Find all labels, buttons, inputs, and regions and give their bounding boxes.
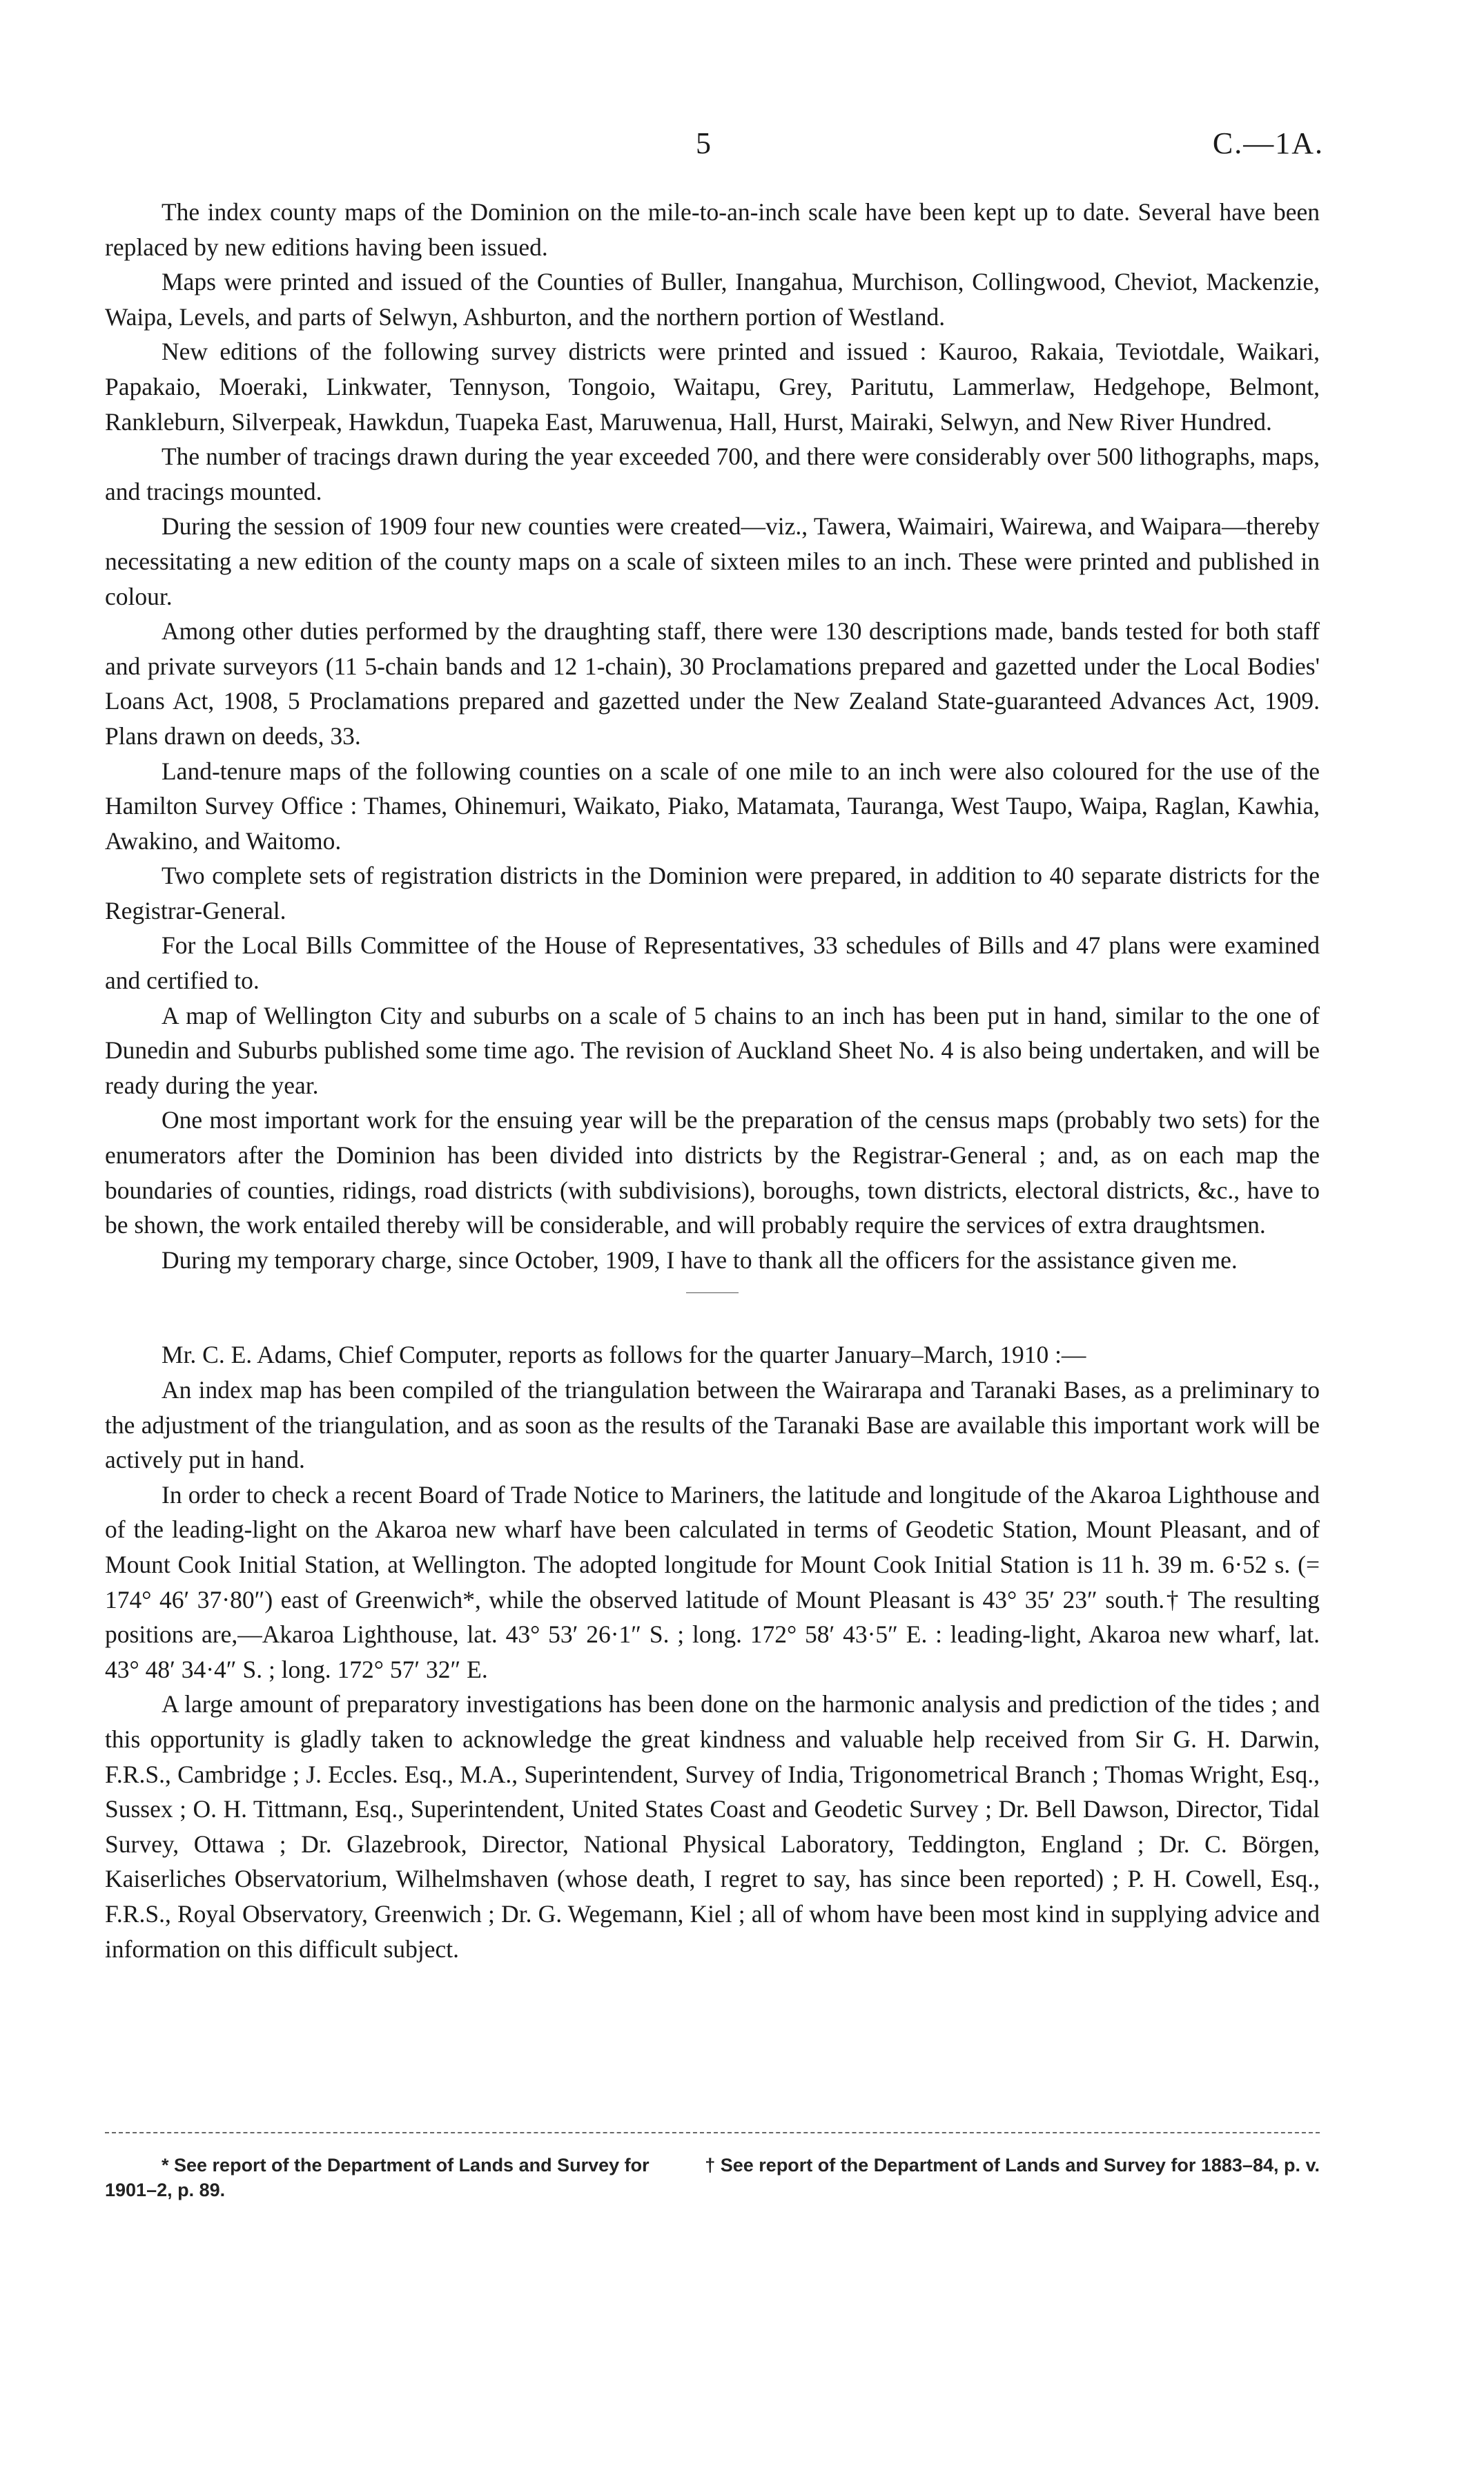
document-reference: C.—1A. <box>1212 126 1324 160</box>
report-body <box>105 195 1320 1966</box>
footnotes <box>105 2153 1320 2202</box>
section-divider <box>686 1292 739 1293</box>
paragraph-akaroa-lighthouse: In order to check a recent Board of Trade Notice to Mariners, the latitude and longitude of the Akaroa Lighthouse and of the leading-light on the Akaroa new wharf have been calculated in terms of Geodetic Station, Mount Pleasant, and of Mount Cook Initial Station, at Wellington. The adopted longitude for Mount Cook Initial Station is 11 h. 39 m. 6·52 s. (= 174° 46′ 37·80″) east of Greenwich*, while the observed latitude of Mount Pleasant is 43° 35′ 23″ south.† The resulting positions are,—Akaroa Lighthouse, lat. 43° 53′ 26·1″ S. ; long. 172° 58′ 43·5″ E. : leading-light, Akaroa new wharf, lat. 43° 48′ 34·4″ S. ; long. 172° 57′ 32″ E. <box>105 1480 1320 1683</box>
paragraph-local-bills: For the Local Bills Committee of the House of Representatives, 33 schedules of Bills and 47 plans were examined and certified to. <box>105 931 1320 995</box>
paragraph-registration-districts: Two complete sets of registration districts in the Dominion were prepared, in addition to 40 separate districts for the Registrar-General. <box>105 862 1320 924</box>
footnote-asterisk: * See report of the Department of Lands and Survey for 1901–2, p. 89. <box>105 2155 650 2200</box>
paragraph-draughting-duties: Among other duties performed by the draughting staff, there were 130 descriptions made, bands tested for both staff and private surveyors (11 5-chain bands and 12 1-chain), 30 Proclamations prepared and gazetted under the Local Bodies' Loans Act, 1908, 5 Proclamations prepared and gazetted under the New Zealand State-guaranteed Advances Act, 1909. Plans drawn on deeds, 33. <box>105 617 1320 750</box>
paragraph-triangulation-index: An index map has been compiled of the triangulation between the Wairarapa and Taranaki Bases, as a preliminary to the adjustment of the triangulation, and as soon as the results of the Taranaki Base are available this important work will be actively put in hand. <box>105 1376 1320 1474</box>
paragraph-wellington-map: A map of Wellington City and suburbs on a scale of 5 chains to an inch has been put in hand, similar to the one of Dunedin and Suburbs published some time ago. The revision of Auckland Sheet No. 4 is also being undertaken, and will be ready during the year. <box>105 1001 1320 1099</box>
footnote-divider <box>105 2132 1320 2133</box>
paragraph-tidal-analysis: A large amount of preparatory investigations has been done on the harmonic analysis and prediction of the tides ; and this opportunity is gladly taken to acknowledge the great kindness and valuable help received from Sir G. H. Darwin, F.R.S., Cambridge ; J. Eccles. Esq., M.A., Superintendent, Survey of India, Trigonometrical Branch ; Thomas Wright, Esq., Sussex ; O. H. Tittmann, Esq., Superintendent, United States Coast and Geodetic Survey ; Dr. Bell Dawson, Director, Tidal Survey, Ottawa ; Dr. Glazebrook, Director, National Physical Laboratory, Teddington, England ; Dr. C. Börgen, Kaiserliches Observatorium, Wilhelmshaven (whose death, I regret to say, has since been reported) ; P. H. Cowell, Esq., F.R.S., Royal Observatory, Greenwich ; Dr. G. Wegemann, Kiel ; all of whom have been most kind in supplying advice and information on this difficult subject. <box>105 1690 1320 1963</box>
paragraph-thanks: During my temporary charge, since October, 1909, I have to thank all the officers for the assistance given me. <box>162 1246 1238 1274</box>
paragraph-census-maps: One most important work for the ensuing year will be the preparation of the census maps (probably two sets) for the enumerators after the Dominion has been divided into districts by the Registrar-General ; and, as on each map the boundaries of counties, ridings, road districts (with subdivisions), boroughs, town districts, electoral districts, &c., have to be shown, the work entailed thereby will be considerable, and will probably require the services of extra draughtsmen. <box>105 1106 1320 1239</box>
paragraph-index-maps: The index county maps of the Dominion on the mile-to-an-inch scale have been kept up to date. Several have been replaced by new editions having been issued. <box>105 198 1320 261</box>
paragraph-survey-districts: New editions of the following survey districts were printed and issued : Kauroo, Rakaia, Teviotdale, Waikari, Papakaio, Moeraki, Linkwater, Tennyson, Tongoio, Waitapu, Grey, Paritutu, Lammerlaw, Hedgehope, Belmont, Rankleburn, Silverpeak, Hawkdun, Tuapeka East, Maruwenua, Hall, Hurst, Mairaki, Selwyn, and New River Hundred. <box>105 338 1320 436</box>
page-number: 5 <box>696 126 712 160</box>
paragraph-new-counties: During the session of 1909 four new counties were created—viz., Tawera, Waimairi, Wairewa, and Waipara—thereby necessitating a new edition of the county maps on a scale of sixteen miles to an inch. These were printed and published in colour. <box>105 512 1320 610</box>
paragraph-land-tenure-maps: Land-tenure maps of the following counties on a scale of one mile to an inch were also coloured for the use of the Hamilton Survey Office : Thames, Ohinemuri, Waikato, Piako, Matamata, Tauranga, West Taupo, Waipa, Raglan, Kawhia, Awakino, and Waitomo. <box>105 757 1320 855</box>
paragraph-county-maps: Maps were printed and issued of the Counties of Buller, Inangahua, Murchison, Collingwood, Cheviot, Mackenzie, Waipa, Levels, and parts of Selwyn, Ashburton, and the northern portion of Westland. <box>105 268 1320 331</box>
paragraph-tracings: The number of tracings drawn during the year exceeded 700, and there were considerably over 500 lithographs, maps, and tracings mounted. <box>105 443 1320 505</box>
paragraph-chief-computer-intro: Mr. C. E. Adams, Chief Computer, reports as follows for the quarter January–March, 1910 :— <box>162 1341 1086 1369</box>
footnote-dagger: † See report of the Department of Lands and Survey for 1883–84, p. v. <box>705 2155 1320 2176</box>
